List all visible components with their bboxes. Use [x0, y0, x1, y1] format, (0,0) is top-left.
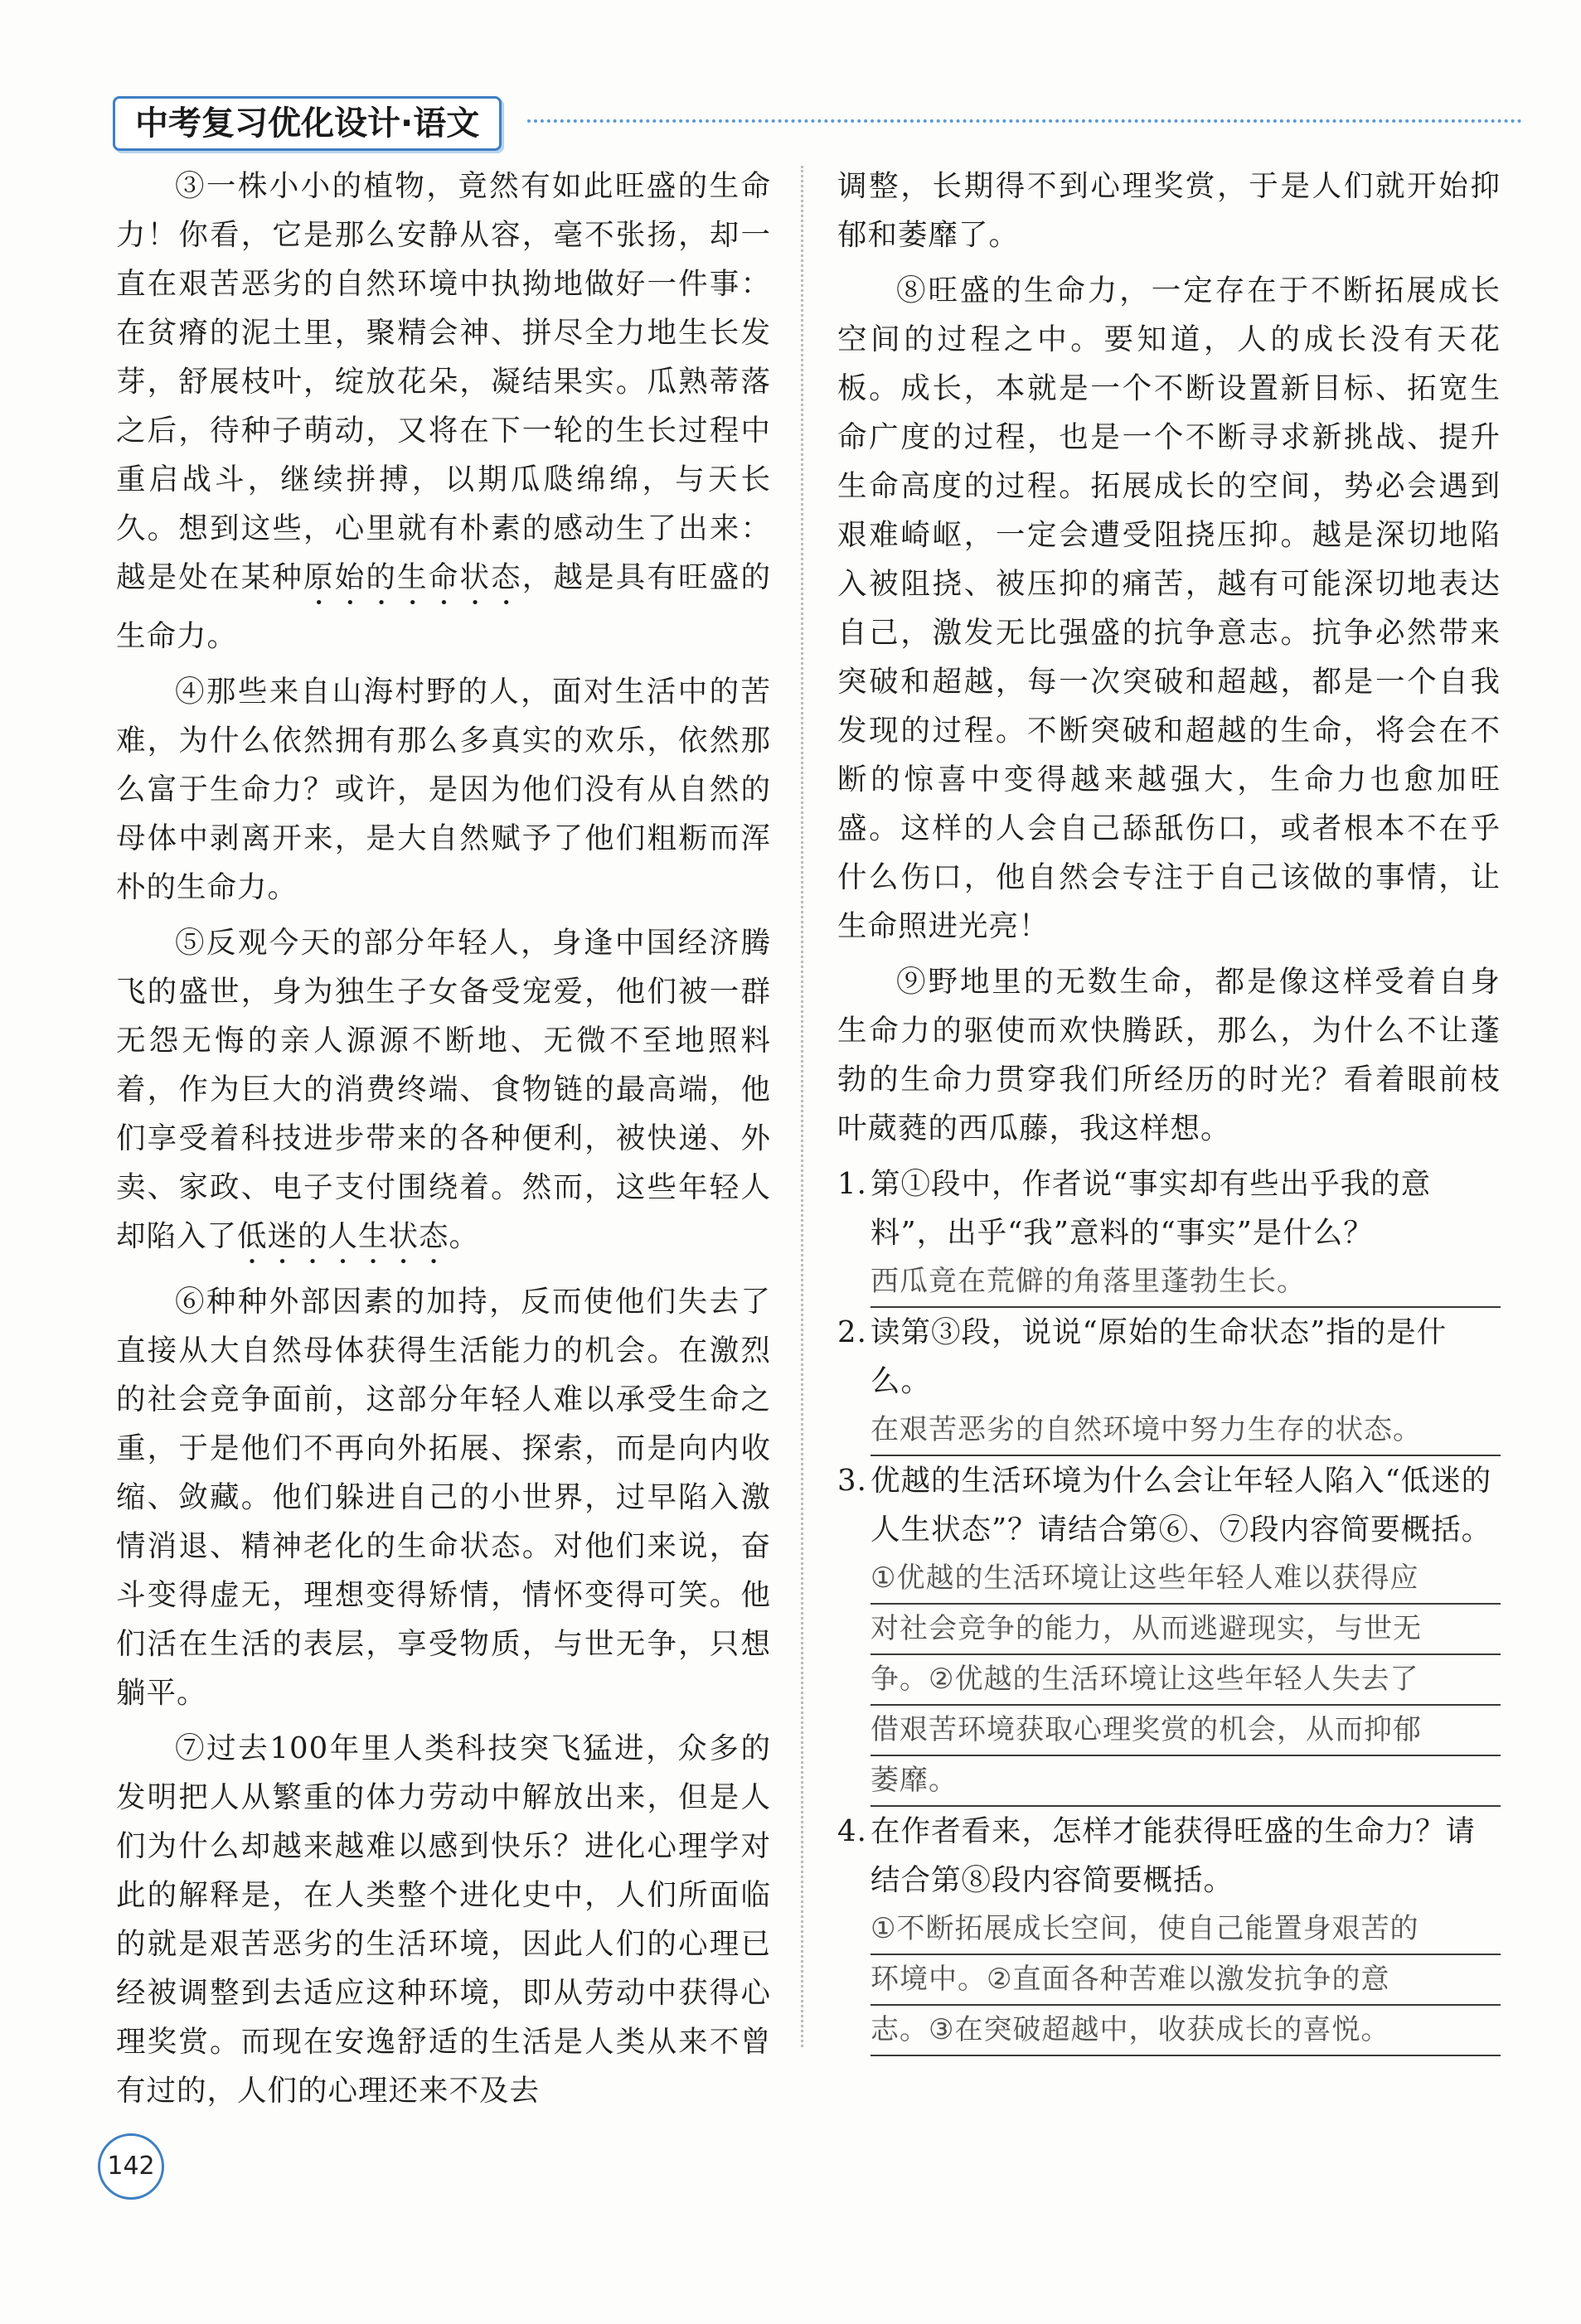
- answer-line: 萎靡。: [871, 1756, 1501, 1807]
- emphasized-phrase: 低迷的人生状态: [237, 1219, 449, 1253]
- answer-line: 志。③在突破超越中，收获成长的喜悦。: [871, 2006, 1501, 2056]
- answer-line: ①优越的生活环境让这些年轻人难以获得应: [871, 1554, 1501, 1605]
- emphasized-phrase: 原始的生命状态: [303, 560, 522, 594]
- paragraph-7-continued: 调整，长期得不到心理奖赏，于是人们就开始抑郁和萎靡了。: [837, 169, 1501, 252]
- page-header: [113, 96, 1522, 149]
- answer: [871, 1257, 1501, 1308]
- question-text: 第①段中，作者说“事实却有些出乎我的意料”，出乎“我”意料的“事实”是什么？: [871, 1167, 1432, 1250]
- column-divider: [801, 166, 803, 2047]
- paragraph-6: ⑥种种外部因素的加持，反而使他们失去了直接从大自然母体获得生活能力的机会。在激烈的社会竞争面前，这部分年轻人难以承受生命之重，于是他们不再向外拓展、探索，而是向内收缩、敛藏。他们躲进自己的小世界，过早陷入激情消退、精神老化的生命状态。对他们来说，奋斗变得虚无，理想变得矫情，情怀变得可笑。他们活在生活的表层，享受物质，与世无争，只想躺平。: [116, 1285, 771, 1710]
- paragraph-3: ③一株小小的植物，竟然有如此旺盛的生命力！你看，它是那么安静从容，毫不张扬，却一直在艰苦恶劣的自然环境中执拗地做好一件事：在贫瘠的泥土里，聚精会神、拼尽全力地生长发芽，舒展枝叶，绽放花朵，凝结果实。瓜熟蒂落之后，待种子萌动，又将在下一轮的生长过程中重启战斗，继续拼搏，以期瓜瓞绵绵，与天长久。想到这些，心里就有朴素的感动生了出来：越是处在某种原始的生命状态，越是具有旺盛的生命力。: [116, 169, 771, 653]
- paragraph-8: ⑧旺盛的生命力，一定存在于不断拓展成长空间的过程之中。要知道，人的成长没有天花板。成长，本就是一个不断设置新目标、拓宽生命广度的过程，也是一个不断寻求新挑战、提升生命高度的过程。拓展成长的空间，势必会遇到艰难崎岖，一定会遭受阻挠压抑。越是深切地陷入被阻挠、被压抑的痛苦，越有可能深切地表达自己，激发无比强盛的抗争意志。抗争必然带来突破和超越，每一次突破和超越，都是一个自我发现的过程。不断突破和超越的生命，将会在不断的惊喜中变得越来越强大，生命力也愈加旺盛。这样的人会自己舔舐伤口，或者根本不在乎什么伤口，他自然会专注于自己该做的事情，让生命照进光亮！: [837, 274, 1501, 943]
- question-1: [837, 1160, 1501, 1308]
- answer-line: 西瓜竟在荒僻的角落里蓬勃生长。: [871, 1257, 1501, 1308]
- question-number: 3.: [837, 1464, 867, 1498]
- left-column: [116, 162, 771, 2122]
- answer: [871, 1554, 1501, 1807]
- answer: [871, 1406, 1501, 1456]
- paragraph-5: ⑤反观今天的部分年轻人，身逢中国经济腾飞的盛世，身为独生子女备受宠爱，他们被一群无怨无悔的亲人源源不断地、无微不至地照料着，作为巨大的消费终端、食物链的最高端，他们享受着科技进步带来的各种便利，被快递、外卖、家政、电子支付围绕着。然而，这些年轻人却陷入了低迷的人生状态。: [116, 926, 771, 1253]
- answer-line: ①不断拓展成长空间，使自己能置身艰苦的: [871, 1905, 1501, 1955]
- answer-line: 对社会竞争的能力，从而逃避现实，与世无: [871, 1605, 1501, 1655]
- question-3: [837, 1456, 1501, 1807]
- answer-line: 借艰苦环境获取心理奖赏的机会，从而抑郁: [871, 1706, 1501, 1756]
- paragraph-9: ⑨野地里的无数生命，都是像这样受着自身生命力的驱使而欢快腾跃，那么，为什么不让蓬勃的生命力贯穿我们所经历的时光？看着眼前枝叶葳蕤的西瓜藤，我这样想。: [837, 965, 1501, 1145]
- question-4: [837, 1807, 1501, 2056]
- answer-line: 在艰苦恶劣的自然环境中努力生存的状态。: [871, 1406, 1501, 1456]
- answer-line: 环境中。②直面各种苦难以激发抗争的意: [871, 1955, 1501, 2006]
- question-text: 读第③段，说说“原始的生命状态”指的是什么。: [871, 1315, 1448, 1398]
- right-column: [837, 162, 1501, 2056]
- header-dotted-rule: [527, 119, 1522, 123]
- question-2: [837, 1308, 1501, 1456]
- question-number: 4.: [837, 1814, 867, 1848]
- answer-line: 争。②优越的生活环境让这些年轻人失去了: [871, 1655, 1501, 1706]
- question-text: 优越的生活环境为什么会让年轻人陷入“低迷的人生状态”？请结合第⑥、⑦段内容简要概括。: [871, 1464, 1492, 1547]
- book-title: 中考复习优化设计·语文: [113, 96, 502, 151]
- paragraph-4: ④那些来自山海村野的人，面对生活中的苦难，为什么依然拥有那么多真实的欢乐，依然那么富于生命力？或许，是因为他们没有从自然的母体中剥离开来，是大自然赋予了他们粗粝而浑朴的生命力。: [116, 675, 771, 904]
- paragraph-7: ⑦过去100年里人类科技突飞猛进，众多的发明把人从繁重的体力劳动中解放出来，但是人们为什么却越来越难以感到快乐？进化心理学对此的解释是，在人类整个进化史中，人们所面临的就是艰苦恶劣的生活环境，因此人们的心理已经被调整到去适应这种环境，即从劳动中获得心理奖赏。而现在安逸舒适的生活是人类从来不曾有过的，人们的心理还来不及去: [116, 1731, 771, 2108]
- question-text: 在作者看来，怎样才能获得旺盛的生命力？请结合第⑧段内容简要概括。: [871, 1814, 1477, 1897]
- page-number: 142: [98, 2133, 164, 2200]
- answer: [871, 1905, 1501, 2056]
- question-number: 2.: [837, 1315, 867, 1349]
- question-number: 1.: [837, 1167, 867, 1201]
